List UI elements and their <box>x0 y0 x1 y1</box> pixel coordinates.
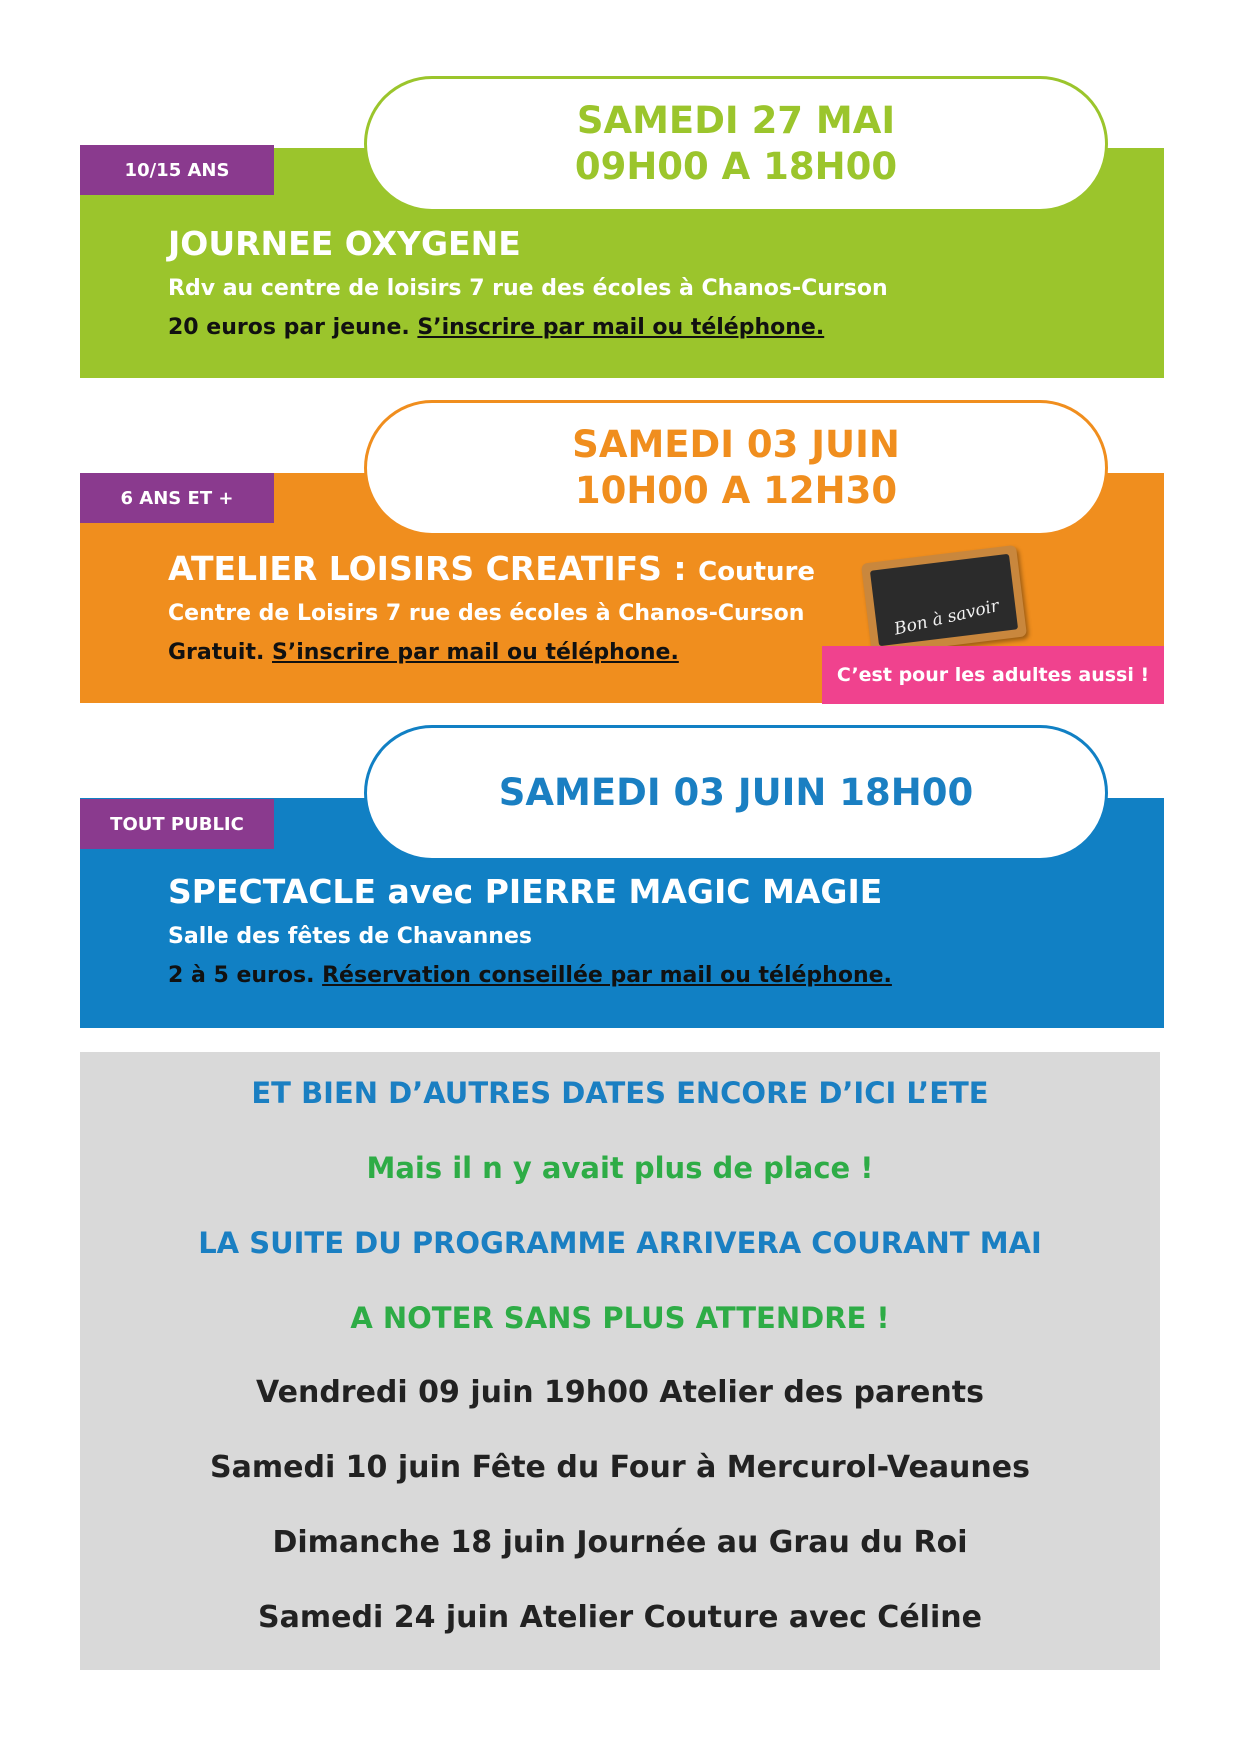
event-title-oxygene <box>168 224 521 263</box>
more-dates-heading: ET BIEN D’AUTRES DATES ENCORE D’ICI L’ETE <box>251 1076 989 1110</box>
age-badge-atelier: 6 ANS ET + <box>80 473 274 523</box>
event-place-oxygene: Rdv au centre de loisirs 7 rue des écoles à Chanos-Curson <box>168 276 888 301</box>
chalkboard-text: Bon à savoir <box>891 596 1001 640</box>
event-place-atelier: Centre de Loisirs 7 rue des écoles à Chanos-Curson <box>168 601 805 626</box>
event-price-spectacle <box>168 963 892 988</box>
chalkboard-surface <box>870 554 1018 646</box>
event-date-line1: SAMEDI 03 JUIN <box>572 423 900 466</box>
signup-link-oxygene[interactable]: S’inscrire par mail ou téléphone. <box>417 315 825 340</box>
event-date-pill-oxygene <box>364 76 1108 212</box>
event-price-oxygene <box>168 315 824 340</box>
adults-note-banner: C’est pour les adultes aussi ! <box>822 646 1164 704</box>
date-item: Samedi 10 juin Fête du Four à Mercurol-Veaunes <box>210 1450 1030 1485</box>
event-title-suffix: Couture <box>698 557 815 587</box>
event-date-line1: SAMEDI 03 JUIN 18H00 <box>498 771 974 814</box>
event-price-atelier <box>168 640 679 665</box>
event-title-text: ATELIER LOISIRS CREATIFS : <box>168 549 687 588</box>
event-title-atelier <box>168 549 815 588</box>
date-item: Vendredi 09 juin 19h00 Atelier des parents <box>256 1375 984 1410</box>
event-title-spectacle <box>168 872 882 911</box>
chalkboard-image <box>861 545 1027 655</box>
event-title-text: SPECTACLE avec PIERRE MAGIC MAGIE <box>168 872 883 911</box>
event-date-line1: SAMEDI 27 MAI <box>576 99 896 142</box>
event-place-spectacle: Salle des fêtes de Chavannes <box>168 924 532 949</box>
age-badge-oxygene: 10/15 ANS <box>80 145 274 195</box>
date-item: Dimanche 18 juin Journée au Grau du Roi <box>272 1525 968 1560</box>
event-price-text: 2 à 5 euros. <box>168 963 315 988</box>
note-now-heading: A NOTER SANS PLUS ATTENDRE ! <box>350 1301 890 1335</box>
reservation-link-spectacle[interactable]: Réservation conseillée par mail ou téléphone. <box>322 963 892 988</box>
event-date-line2: 10H00 A 12H30 <box>574 469 898 512</box>
no-more-room-note: Mais il n y avait plus de place ! <box>366 1151 874 1185</box>
program-coming-note: LA SUITE DU PROGRAMME ARRIVERA COURANT MAI <box>198 1226 1042 1260</box>
event-date-pill-spectacle <box>364 725 1108 861</box>
event-date-line2: 09H00 A 18H00 <box>574 145 898 188</box>
more-dates-box <box>80 1052 1160 1670</box>
event-price-text: Gratuit. <box>168 640 265 665</box>
signup-link-atelier[interactable]: S’inscrire par mail ou téléphone. <box>272 640 679 665</box>
event-title-text: JOURNEE OXYGENE <box>168 224 521 263</box>
date-item: Samedi 24 juin Atelier Couture avec Céline <box>258 1600 982 1635</box>
age-badge-spectacle: TOUT PUBLIC <box>80 799 274 849</box>
event-price-text: 20 euros par jeune. <box>168 315 410 340</box>
event-date-pill-atelier <box>364 400 1108 536</box>
